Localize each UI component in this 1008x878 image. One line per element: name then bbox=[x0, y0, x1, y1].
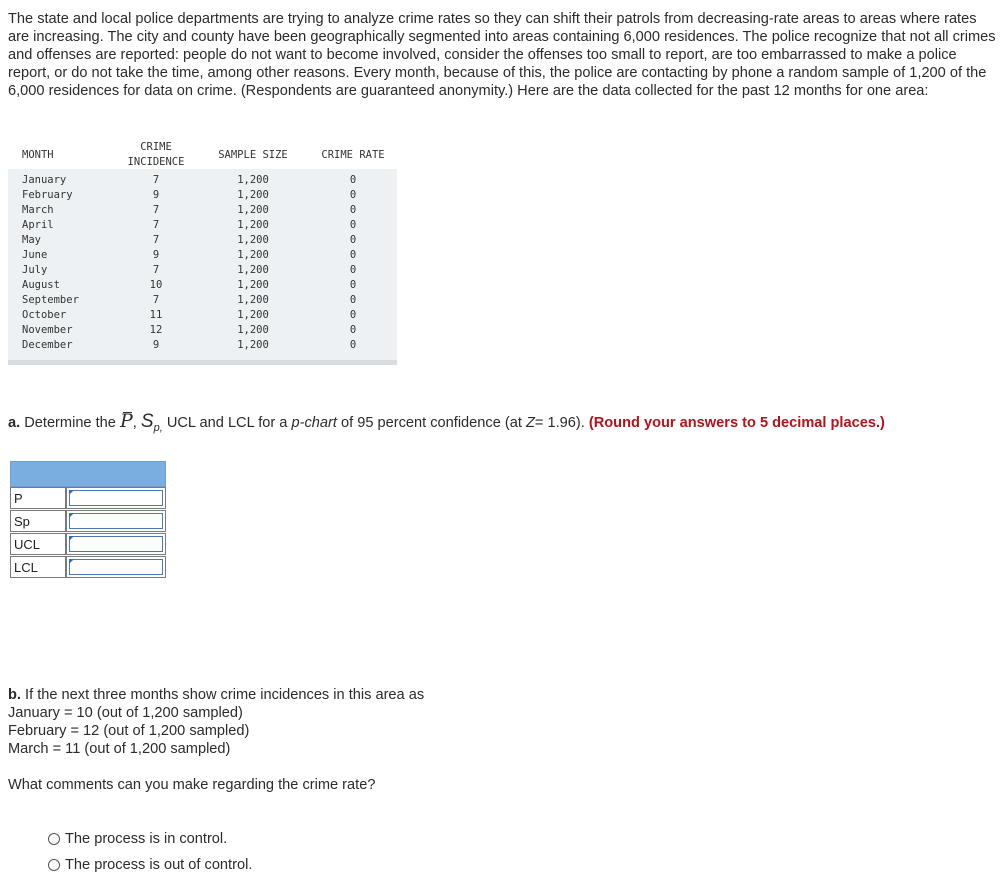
sample-size-cell: 1,200 bbox=[237, 204, 269, 216]
incidence-cell: 7 bbox=[152, 174, 160, 186]
crime-rate-cell: 0 bbox=[349, 174, 357, 186]
table-row bbox=[8, 203, 397, 218]
rounding-note: (Round your answers to 5 decimal places.) bbox=[588, 415, 885, 431]
crime-rate-cell: 0 bbox=[349, 294, 357, 306]
answer-input-lcl[interactable] bbox=[66, 556, 166, 578]
incidence-cell: 7 bbox=[152, 234, 160, 246]
sample-size-cell: 1,200 bbox=[237, 219, 269, 231]
question-a-text4: = 1.96). bbox=[534, 415, 585, 431]
sample-size-cell: 1,200 bbox=[237, 234, 269, 246]
table-row bbox=[8, 188, 397, 203]
question-b-line1: If the next three months show crime incidences in this area as bbox=[25, 687, 425, 703]
table-row bbox=[8, 248, 397, 263]
radio-option-label: The process is out of control. bbox=[65, 857, 253, 873]
input-box[interactable] bbox=[69, 559, 163, 575]
sample-size-cell: 1,200 bbox=[237, 309, 269, 321]
incidence-cell: 9 bbox=[152, 339, 160, 351]
answer-input-ucl[interactable] bbox=[66, 533, 166, 555]
radio-button-icon[interactable] bbox=[48, 833, 60, 845]
answer-table-header bbox=[10, 461, 166, 487]
month-cell: January bbox=[22, 174, 67, 186]
incidence-cell: 7 bbox=[152, 264, 160, 276]
radio-option[interactable] bbox=[48, 826, 252, 852]
incidence-cell: 7 bbox=[152, 204, 160, 216]
question-a-text2: UCL and LCL for a bbox=[166, 415, 288, 431]
question-b-line2: January = 10 (out of 1,200 sampled) bbox=[8, 705, 243, 721]
question-a-text1: Determine the bbox=[24, 415, 116, 431]
question-b-line4: March = 11 (out of 1,200 sampled) bbox=[8, 741, 231, 757]
month-cell: August bbox=[22, 279, 60, 291]
question-b-line3: February = 12 (out of 1,200 sampled) bbox=[8, 723, 250, 739]
table-row bbox=[8, 323, 397, 338]
z-symbol: Z bbox=[525, 415, 535, 431]
incidence-cell: 9 bbox=[152, 189, 160, 201]
question-b bbox=[8, 686, 424, 794]
month-cell: October bbox=[22, 309, 67, 321]
input-marker-icon bbox=[69, 490, 74, 495]
input-box[interactable] bbox=[69, 490, 163, 506]
answer-label: P bbox=[10, 487, 66, 509]
incidence-cell: 7 bbox=[152, 294, 160, 306]
answer-row-lcl bbox=[10, 556, 166, 579]
month-cell: June bbox=[22, 249, 48, 261]
crime-data-table bbox=[8, 139, 397, 365]
sample-size-cell: 1,200 bbox=[237, 339, 269, 351]
incidence-cell: 9 bbox=[152, 249, 160, 261]
month-cell: April bbox=[22, 219, 54, 231]
answer-label: Sp bbox=[10, 510, 66, 532]
answer-input-p[interactable] bbox=[66, 487, 166, 509]
sample-size-cell: 1,200 bbox=[237, 324, 269, 336]
sample-size-cell: 1,200 bbox=[237, 189, 269, 201]
answer-label: LCL bbox=[10, 556, 66, 578]
incidence-cell: 12 bbox=[149, 324, 163, 336]
incidence-cell: 10 bbox=[149, 279, 163, 291]
table-row bbox=[8, 173, 397, 188]
table-row bbox=[8, 338, 397, 353]
input-box[interactable] bbox=[69, 513, 163, 529]
table-row bbox=[8, 263, 397, 278]
pbar-symbol: P bbox=[119, 410, 133, 432]
month-cell: March bbox=[22, 204, 54, 216]
input-marker-icon bbox=[69, 559, 74, 564]
crime-rate-cell: 0 bbox=[349, 234, 357, 246]
comma: , bbox=[132, 415, 137, 431]
table-body bbox=[8, 169, 397, 365]
header-incidence-line2: INCIDENCE bbox=[127, 156, 185, 168]
crime-rate-cell: 0 bbox=[349, 264, 357, 276]
radio-option-label: The process is in control. bbox=[65, 831, 228, 847]
sample-size-cell: 1,200 bbox=[237, 174, 269, 186]
input-box[interactable] bbox=[69, 536, 163, 552]
question-a-text3: of 95 percent confidence (at bbox=[340, 415, 522, 431]
input-marker-icon bbox=[69, 536, 74, 541]
question-b-prompt: What comments can you make regarding the crime rate? bbox=[8, 777, 376, 793]
table-row bbox=[8, 278, 397, 293]
answer-row-sp bbox=[10, 510, 166, 533]
header-month: MONTH bbox=[22, 149, 54, 161]
incidence-cell: 11 bbox=[149, 309, 163, 321]
pchart-term: p-chart bbox=[291, 415, 337, 431]
month-cell: December bbox=[22, 339, 73, 351]
table-header bbox=[8, 139, 397, 169]
crime-rate-cell: 0 bbox=[349, 249, 357, 261]
crime-rate-cell: 0 bbox=[349, 189, 357, 201]
month-cell: September bbox=[22, 294, 79, 306]
crime-rate-cell: 0 bbox=[349, 279, 357, 291]
table-row bbox=[8, 218, 397, 233]
answer-label: UCL bbox=[10, 533, 66, 555]
radio-options bbox=[48, 826, 252, 878]
sample-size-cell: 1,200 bbox=[237, 264, 269, 276]
answer-input-sp[interactable] bbox=[66, 510, 166, 532]
crime-rate-cell: 0 bbox=[349, 324, 357, 336]
sample-size-cell: 1,200 bbox=[237, 294, 269, 306]
month-cell: May bbox=[22, 234, 41, 246]
crime-rate-cell: 0 bbox=[349, 219, 357, 231]
problem-intro: The state and local police departments are trying to analyze crime rates so they can shift their patrols from decreasing-rate areas to areas where rates are increasing. The city and county have been geographically segmented into areas containing 6,000 residences. The police recognize that not all crimes and offenses are reported: people do not want to become involved, consider the offenses too small to report, are too embarrassed to make a police report, or do not take the time, among other reasons. Every month, because of this, the police are contacting by phone a random sample of 1,200 of the 6,000 residences for data on crime. (Respondents are guaranteed anonymity.) Here are the data collected for the past 12 months for one area: bbox=[8, 11, 996, 99]
sample-size-cell: 1,200 bbox=[237, 249, 269, 261]
radio-option[interactable] bbox=[48, 852, 252, 878]
answer-table bbox=[10, 461, 166, 579]
incidence-cell: 7 bbox=[152, 219, 160, 231]
question-a-prefix: a. bbox=[8, 415, 21, 431]
table-row bbox=[8, 308, 397, 323]
header-incidence-line1: CRIME bbox=[140, 141, 172, 153]
header-crime-rate: CRIME RATE bbox=[321, 149, 385, 161]
sample-size-cell: 1,200 bbox=[237, 279, 269, 291]
table-row bbox=[8, 233, 397, 248]
question-b-prefix: b. bbox=[8, 687, 21, 703]
sp-subscript: p, bbox=[153, 422, 163, 434]
answer-row-ucl bbox=[10, 533, 166, 556]
question-a bbox=[8, 410, 885, 433]
crime-rate-cell: 0 bbox=[349, 339, 357, 351]
month-cell: November bbox=[22, 324, 73, 336]
table-row bbox=[8, 293, 397, 308]
sp-symbol: S bbox=[140, 411, 154, 432]
answer-row-p bbox=[10, 487, 166, 510]
input-marker-icon bbox=[69, 513, 74, 518]
month-cell: February bbox=[22, 189, 73, 201]
crime-rate-cell: 0 bbox=[349, 204, 357, 216]
radio-button-icon[interactable] bbox=[48, 859, 60, 871]
crime-rate-cell: 0 bbox=[349, 309, 357, 321]
month-cell: July bbox=[22, 264, 48, 276]
header-sample-size: SAMPLE SIZE bbox=[218, 149, 288, 161]
